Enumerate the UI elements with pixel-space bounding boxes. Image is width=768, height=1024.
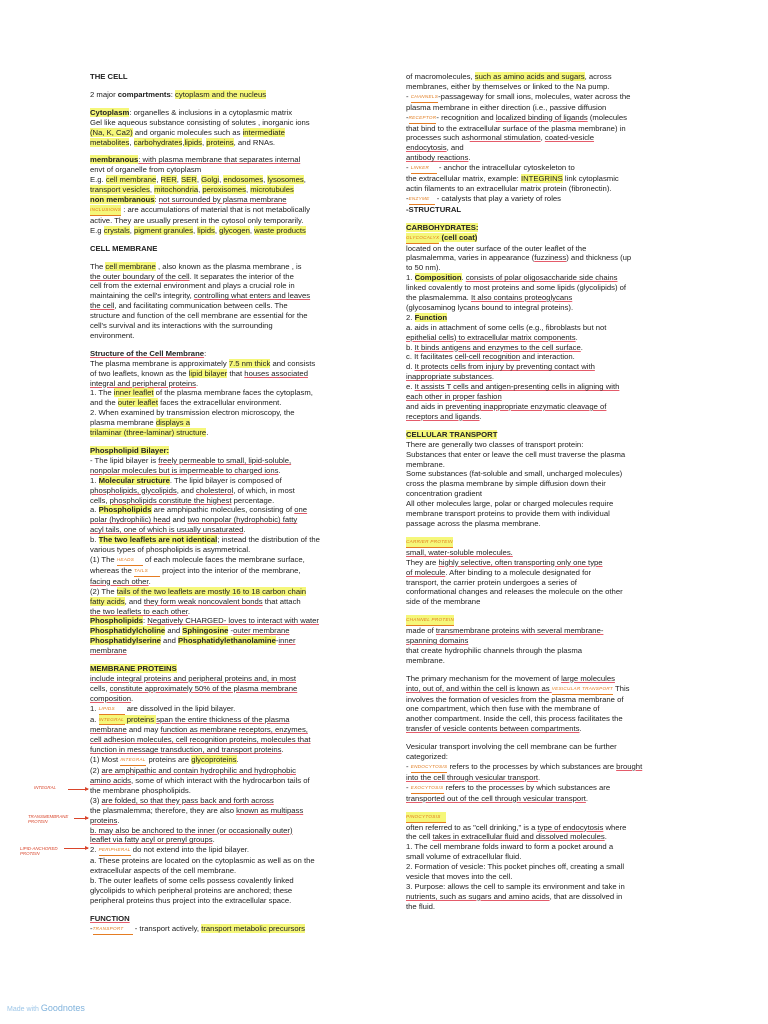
- cytoplasm-block: Cytoplasm: organelles & inclusions in a cytoplasmic matrix Gel like aqueous substance consisting of solutes , inorganic ions (Na, K, Ca2) and organic molecules such as intermediate metabolites, carbohydrates lipids, proteins, and RNAs.: [90, 107, 310, 147]
- function-block: FUNCTION -TRANSPORT - transport actively, transport metabolic precursors: [90, 913, 306, 933]
- vesicular-categories-block: Vesicular transport involving the cell membrane can be further categorized: - ENDOCYTOSIS refers to the processes by which substances are brought into the cell through vesicular transport. - EXOCYTOSIS refers to the processes by which substances are transported out of the cell through vesicular transport.: [406, 742, 643, 803]
- compartments-line: 2 major compartments: cytoplasm and the nucleus: [90, 89, 267, 99]
- tails-handwritten: TAILS: [134, 566, 160, 577]
- left-column: [90, 72, 368, 935]
- structure-block: Structure of the Cell Membrane: The plasma membrane is approximately 7.5 nm thick and consists of two leaflets, known as the lipid bilayer that houses associated integral and peripheral proteins. 1. The inner leaflet of the plasma membrane faces the cytoplasm, and the outer leaflet faces the extracellular environment. 2. When examined by transmission electron microscopy, the plasma membrane displays a trilaminar (three-laminar) structure.: [90, 348, 316, 438]
- lipids-handwritten: LIPIDS: [99, 704, 125, 715]
- heads-handwritten: HEADS: [117, 555, 143, 566]
- membrane-proteins-block: MEMBRANE PROTEINS include integral proteins and peripheral proteins and, in most cells, constitute approximately 50% of the plasma membrane composition. 1. LIPIDS are dissolved in the lipid bilayer. a. INTEGRAL proteins span the entire thickness of the plasma membrane and may function as membrane receptors, enzymes, cell adhesion molecules, cell recognition proteins, molecules that function in message transduction, and transport proteins. (1) Most INTEGRAL proteins are glycoproteins. (2) are amphipathic and contain hydrophilic and hydrophobic amino acids, some of which interact with the hydrocarbon tails of the membrane phospholipids. (3) are folded, so that they pass back and forth across the plasmalemma; therefore, they are also known as multipass proteins. b. may also be anchored to the inner (or occasionally outer) leaflet via fatty acyl or prenyl groups. 2. PERIPHERAL do not extend into the lipid bilayer. a. These proteins are located on the cytoplasmic as well as on the extracellular aspects of the cell membrane. b. The outer leaflets of some cells possess covalently linked glycolipids to which peripheral proteins are anchored; these peripheral proteins thus project into the extracellular space.: [90, 664, 315, 905]
- pinocytosis-handwritten: PINOCYTOSIS: [406, 812, 446, 823]
- enzyme-handwritten: ENZYME: [409, 194, 435, 205]
- right-column: [406, 72, 682, 912]
- arrow-icon: [64, 848, 88, 849]
- cell-membrane-heading: CELL MEMBRANE: [90, 243, 158, 253]
- carbohydrates-block: CARBOHYDRATES: GLYCOCALYX (cell coat) located on the outer surface of the outer leaflet of the plasmalemma, varies in appearance (fuzziness) and thickness (up to 50 nm). 1. Composition. consists of polar oligosaccharide side chains linked covalently to most proteins and some lipids (glycolipids) of the plasmalemma. It also contains proteoglycans (glycosaminog lycans bound to integral proteins). 2. Function a. aids in attachment of some cells (e.g., fibroblasts but not epithelial cells) to extracellular matrix components. b. It binds antigens and enzymes to the cell surface. c. It facilitates cell-cell recognition and interaction. d. It protects cells from injury by preventing contact with inappropriate substances. e. It assists T cells and antigen-presenting cells in aligning with each other in proper fashion and aids in preventing inappropriate enzymatic cleavage of receptors and ligands.: [406, 222, 632, 421]
- endocytosis-handwritten: ENDOCYTOSIS: [411, 762, 448, 773]
- doc-title: THE CELL: [90, 72, 128, 81]
- phospholipid-block: Phospholipid Bilayer: - The lipid bilayer is freely permeable to small, lipid-soluble, nonpolar molecules but is impermeable to charged ions. 1. Molecular structure. The lipid bilayer is composed of phospholipids, glycolipids, and cholesterol, of which, in most cells, phospholipids constitute the highest percentage. a. Phospholipids are amphipathic molecules, consisting of one polar (hydrophilic) head and two nonpolar (hydrophobic) fatty acyl tails, one of which is usually unsaturated. b. The two leaflets are not identical; instead the distribution of the various types of phospholipids is asymmetrical. (1) The HEADS of each molecule faces the membrane surface, whereas the TAILS project into the interior of the membrane, facing each other. (2) The tails of the two leaflets are mostly 16 to 18 carbon chain fatty acids, and they form weak noncovalent bonds that attach the two leaflets to each other. Phospholipids: Negatively CHARGED- loves to interact with water Phosphatidylcholine and Sphingosine -outer membrane Phosphatidylserine and Phosphatidylethanolamine-inner membrane: [90, 446, 320, 656]
- margin-note-transmembrane: TRANSMEMBRANE PROTEIN: [28, 814, 69, 824]
- linker-handwritten: LINKER: [411, 163, 437, 174]
- goodnotes-badge: [7, 1003, 85, 1013]
- vesicular-transport-handwritten: VESICULAR TRANSPORT: [552, 684, 613, 695]
- inclusions-handwritten: INCLUSIONS: [90, 205, 121, 216]
- glycocalyx-handwritten: GLYCOCALYX: [406, 233, 439, 244]
- cell-membrane-block: The cell membrane , also known as the plasma membrane , is the outer boundary of the cell. It separates the interior of the cell from the external environment and plays a crucial role in maintaining the cell's integrity, controlling what enters and leaves the cell, and facilitating communication between cells. The structure and function of the cell membrane are essential for the cell's survival and its interactions with the surrounding environment.: [90, 261, 311, 340]
- transport-handwritten: TRANSPORT: [93, 924, 133, 935]
- arrow-icon: [74, 818, 88, 819]
- cellular-transport-block: CELLULAR TRANSPORT There are generally two classes of transport protein: Substances that enter or leave the cell must traverse the plasma membrane. Some substances (fat-soluble and small, uncharged molecules) cross the plasma membrane by simple diffusion down their concentration gradient All other molecules large, polar or charged molecules require membrane transport proteins to provide them with individual passage across the plasma membrane.: [406, 429, 626, 528]
- pinocytosis-block: PINOCYTOSIS often referred to as "cell drinking," is a type of endocytosis where the cell takes in extracellular fluid and dissolved molecules. 1. The cell membrane folds inward to form a pocket around a small volume of extracellular fluid. 2. Formation of vesicle: This pocket pinches off, creating a small vesicle that moves into the cell. 3. Purpose: allows the cell to sample its environment and take in nutrients, such as sugars and amino acids, that are dissolved in the fluid.: [406, 813, 627, 911]
- integral-handwritten: INTEGRAL: [99, 715, 125, 726]
- channel-protein-handwritten: CHANNEL PROTEIN: [406, 615, 454, 626]
- receptor-handwritten: RECEPTOR: [409, 113, 437, 124]
- exocytosis-handwritten: EXOCYTOSIS: [411, 783, 444, 794]
- membranous-block: membranous: with plasma membrane that separates internal envt of organelle from cytoplasm E.g. cell membrane, RER, SER, Golgi, endosomes, lysosomes, transport vesicles, mitochondria, peroxisomes, microtubules non membranous: not surrounded by plasma membrane INCLUSIONS : are accumulations of material that is not metabolically active. They are usually present in the cytosol only temporarily. E.g crystals, pigment granules, lipids, glycogen, waste products: [90, 155, 310, 235]
- integral-handwritten-2: INTEGRAL: [120, 755, 146, 766]
- function-continued-block: of macromolecules, such as amino acids and sugars, across membranes, either by themselves or linked to the Na pump. - CHANNELS-passageway for small ions, molecules, water across the plasma membrane in either direction (i.e., passive diffusion -RECEPTOR- recognition and localized binding of ligands (molecules that bind to the extracellular surface of the plasma membrane) in processes such ashormonal stimulation, coated-vesicle endocytosis, and antibody reactions. - LINKER - anchor the intracellular cytoskeleton to the extracellular matrix, example: INTEGRINS link cytoplasmic actin filaments to an extracellular matrix protein (fibronectin). -ENZYME - catalysts that play a variety of roles -STRUCTURAL: [406, 72, 631, 214]
- channels-handwritten: CHANNELS: [411, 92, 438, 103]
- badge-prefix: Made with: [7, 1006, 39, 1013]
- margin-note-lipid-anchored: LIPID-ANCHORED PROTEIN: [20, 846, 58, 856]
- peripheral-handwritten: PERIPHERAL: [99, 845, 131, 856]
- badge-brand: Goodnotes: [40, 1003, 85, 1013]
- arrow-icon: [68, 789, 88, 790]
- margin-note-integral: INTEGRAL: [34, 785, 56, 790]
- vesicular-transport-block: The primary mechanism for the movement of large molecules into, out of, and within the cell is known as VESICULAR TRANSPORT This involves the formation of vesicles from the plasma membrane of one compartment, which then fuse with the membrane of another compartment. Inside the cell, this process facilitates the transfer of vesicle contents between compartments.: [406, 673, 630, 734]
- carrier-protein-block: CARRIER PROTEIN small, water-soluble molecules. They are highly selective, often transporting only one type of molecule. After binding to a molecule designated for transport, the carrier protein undergoes a series of conformational changes and releases the molecule on the other side of the membrane: [406, 538, 623, 607]
- carrier-protein-handwritten: CARRIER PROTEIN: [406, 537, 453, 548]
- channel-protein-block: CHANNEL PROTEIN made of transmembrane proteins with several membrane- spanning domains that create hydrophilic channels through the plasma membrane.: [406, 617, 604, 665]
